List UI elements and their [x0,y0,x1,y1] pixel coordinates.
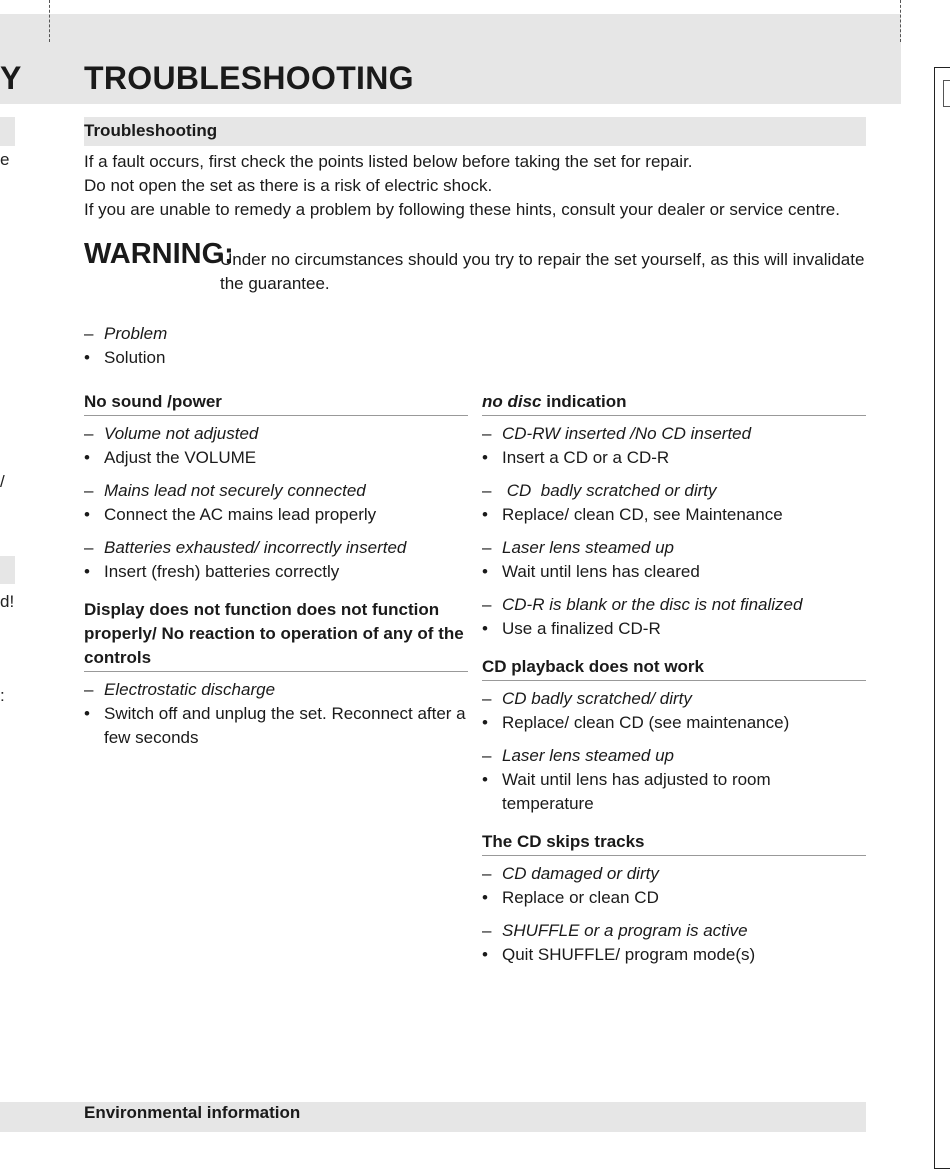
next-page-frame [934,67,950,1169]
problem-solution-item [84,678,468,750]
crop-mark-right [900,0,901,42]
problem-line [482,687,866,711]
solution-text: Wait until lens has adjusted to room temperature [502,770,771,813]
problem-text: SHUFFLE or a program is active [502,921,748,940]
problem-solution-item [482,422,866,470]
section-heading-text: indication [541,392,627,411]
solution-text: Replace or clean CD [502,888,659,907]
problem-text: Laser lens steamed up [502,746,674,765]
dash-marker: – [482,746,492,765]
bullet-marker: • [482,770,488,789]
bullet-marker: • [84,348,90,367]
problem-solution-item [482,744,866,816]
troubleshoot-section [482,830,866,967]
bullet-marker: • [482,888,488,907]
problem-solution-item [482,536,866,584]
dash-marker: – [482,424,492,443]
solution-text: Wait until lens has cleared [502,562,700,581]
prev-page-text-fragment: d! [0,592,15,611]
page-title: TROUBLESHOOTING [84,60,414,96]
problem-text: Batteries exhausted/ incorrectly inserted [104,538,407,557]
dash-marker: – [84,424,94,443]
problem-text: CD damaged or dirty [502,864,659,883]
problem-solution-item [84,536,468,584]
section-heading [84,390,468,416]
dash-marker: – [84,680,94,699]
bullet-marker: • [482,945,488,964]
section-heading-emphasis: no disc [482,392,542,411]
problem-solution-item [482,862,866,910]
problem-line [482,422,866,446]
bullet-marker: • [84,562,90,581]
prev-page-bar [0,556,15,584]
problem-line [84,479,468,503]
warning-label: WARNING: [84,238,234,270]
intro-text [84,150,840,222]
section-heading-text: Display does not function does not function properly/ No reaction to operation of any of the controls [84,600,464,667]
bullet-marker: • [482,505,488,524]
problem-solution-item [84,479,468,527]
bullet-marker: • [84,704,90,723]
solution-line [482,886,866,910]
solution-text: Use a finalized CD-R [502,619,661,638]
footer-section-bar [0,1102,866,1132]
problem-line [84,678,468,702]
dash-marker: – [84,481,94,500]
section-bar-label: Troubleshooting [84,121,218,140]
problem-solution-item [482,687,866,735]
problem-line [482,919,866,943]
solution-line [84,446,468,470]
solution-text: Adjust the VOLUME [104,448,257,467]
bullet-marker: • [84,448,90,467]
problem-text: CD badly scratched/ dirty [502,689,692,708]
problem-text: CD badly scratched or dirty [502,481,717,500]
problem-solution-item [84,422,468,470]
bullet-marker: • [482,562,488,581]
solution-text: Replace/ clean CD (see maintenance) [502,713,790,732]
problem-text: CD-R is blank or the disc is not finalized [502,595,803,614]
bullet-marker: • [482,448,488,467]
problem-text: Electrostatic discharge [104,680,276,699]
solution-line [482,768,866,816]
dash-marker: – [482,689,492,708]
solution-line [482,503,866,527]
solution-text: Replace/ clean CD, see Maintenance [502,505,783,524]
dash-marker: – [84,324,94,343]
dash-marker: – [482,921,492,940]
problem-text: Volume not adjusted [104,424,259,443]
troubleshoot-section [84,598,468,750]
section-heading-text: CD playback does not work [482,657,704,676]
section-heading [84,598,468,672]
footer-section-label: Environmental information [84,1103,301,1122]
problem-text: CD-RW inserted /No CD inserted [502,424,752,443]
bullet-marker: • [482,619,488,638]
next-page-frame-inner [943,80,950,107]
problem-line [482,744,866,768]
section-heading [482,655,866,681]
solution-line [482,711,866,735]
troubleshoot-section [84,390,468,584]
bullet-marker: • [84,505,90,524]
dash-marker: – [482,864,492,883]
problem-line [482,593,866,617]
solution-line [84,560,468,584]
section-heading-text: No sound /power [84,392,222,411]
dash-marker: – [482,481,492,500]
problem-line [482,536,866,560]
solution-text: Insert a CD or a CD-R [502,448,670,467]
solution-line [482,560,866,584]
troubleshoot-section [482,655,866,816]
dash-marker: – [84,538,94,557]
problem-line [482,479,866,503]
bullet-marker: • [482,713,488,732]
prev-page-text-fragment: : [0,686,5,705]
solution-line [84,503,468,527]
section-heading [482,390,866,416]
solution-line [482,943,866,967]
crop-mark-left [49,0,50,42]
problem-solution-item [482,593,866,641]
solution-line [482,446,866,470]
legend-solution-text: Solution [104,348,166,367]
solution-line [84,702,468,750]
solution-text: Switch off and unplug the set. Reconnect after a few seconds [104,704,466,747]
solution-text: Insert (fresh) batteries correctly [104,562,340,581]
warning-text: Under no circumstances should you try to repair the set yourself, as this will invalidate the guarantee. [220,250,865,293]
legend-problem [84,322,167,346]
dash-marker: – [482,595,492,614]
prev-page-bar [0,117,15,146]
problem-solution-item [482,919,866,967]
legend-solution [84,346,167,370]
prev-page-text-fragment: e [0,150,10,169]
problem-line [84,536,468,560]
problem-line [84,422,468,446]
solution-line [482,617,866,641]
section-heading-text: The CD skips tracks [482,832,645,851]
dash-marker: – [482,538,492,557]
solution-text: Quit SHUFFLE/ program mode(s) [502,945,756,964]
problem-line [482,862,866,886]
intro-line: Do not open the set as there is a risk of electric shock. [84,176,493,195]
intro-line: If a fault occurs, first check the points listed below before taking the set for repair. [84,152,693,171]
left-column [84,390,468,764]
legend [84,322,167,370]
troubleshoot-section [482,390,866,641]
section-bar [84,117,866,146]
section-heading [482,830,866,856]
prev-page-text-fragment: / [0,472,5,491]
right-column [482,390,866,981]
problem-solution-item [482,479,866,527]
prev-page-title-fragment: Y [0,60,22,96]
legend-problem-text: Problem [104,324,168,343]
solution-text: Connect the AC mains lead properly [104,505,377,524]
intro-line: If you are unable to remedy a problem by following these hints, consult your dealer or service centre. [84,200,840,219]
problem-text: Mains lead not securely connected [104,481,366,500]
problem-text: Laser lens steamed up [502,538,674,557]
